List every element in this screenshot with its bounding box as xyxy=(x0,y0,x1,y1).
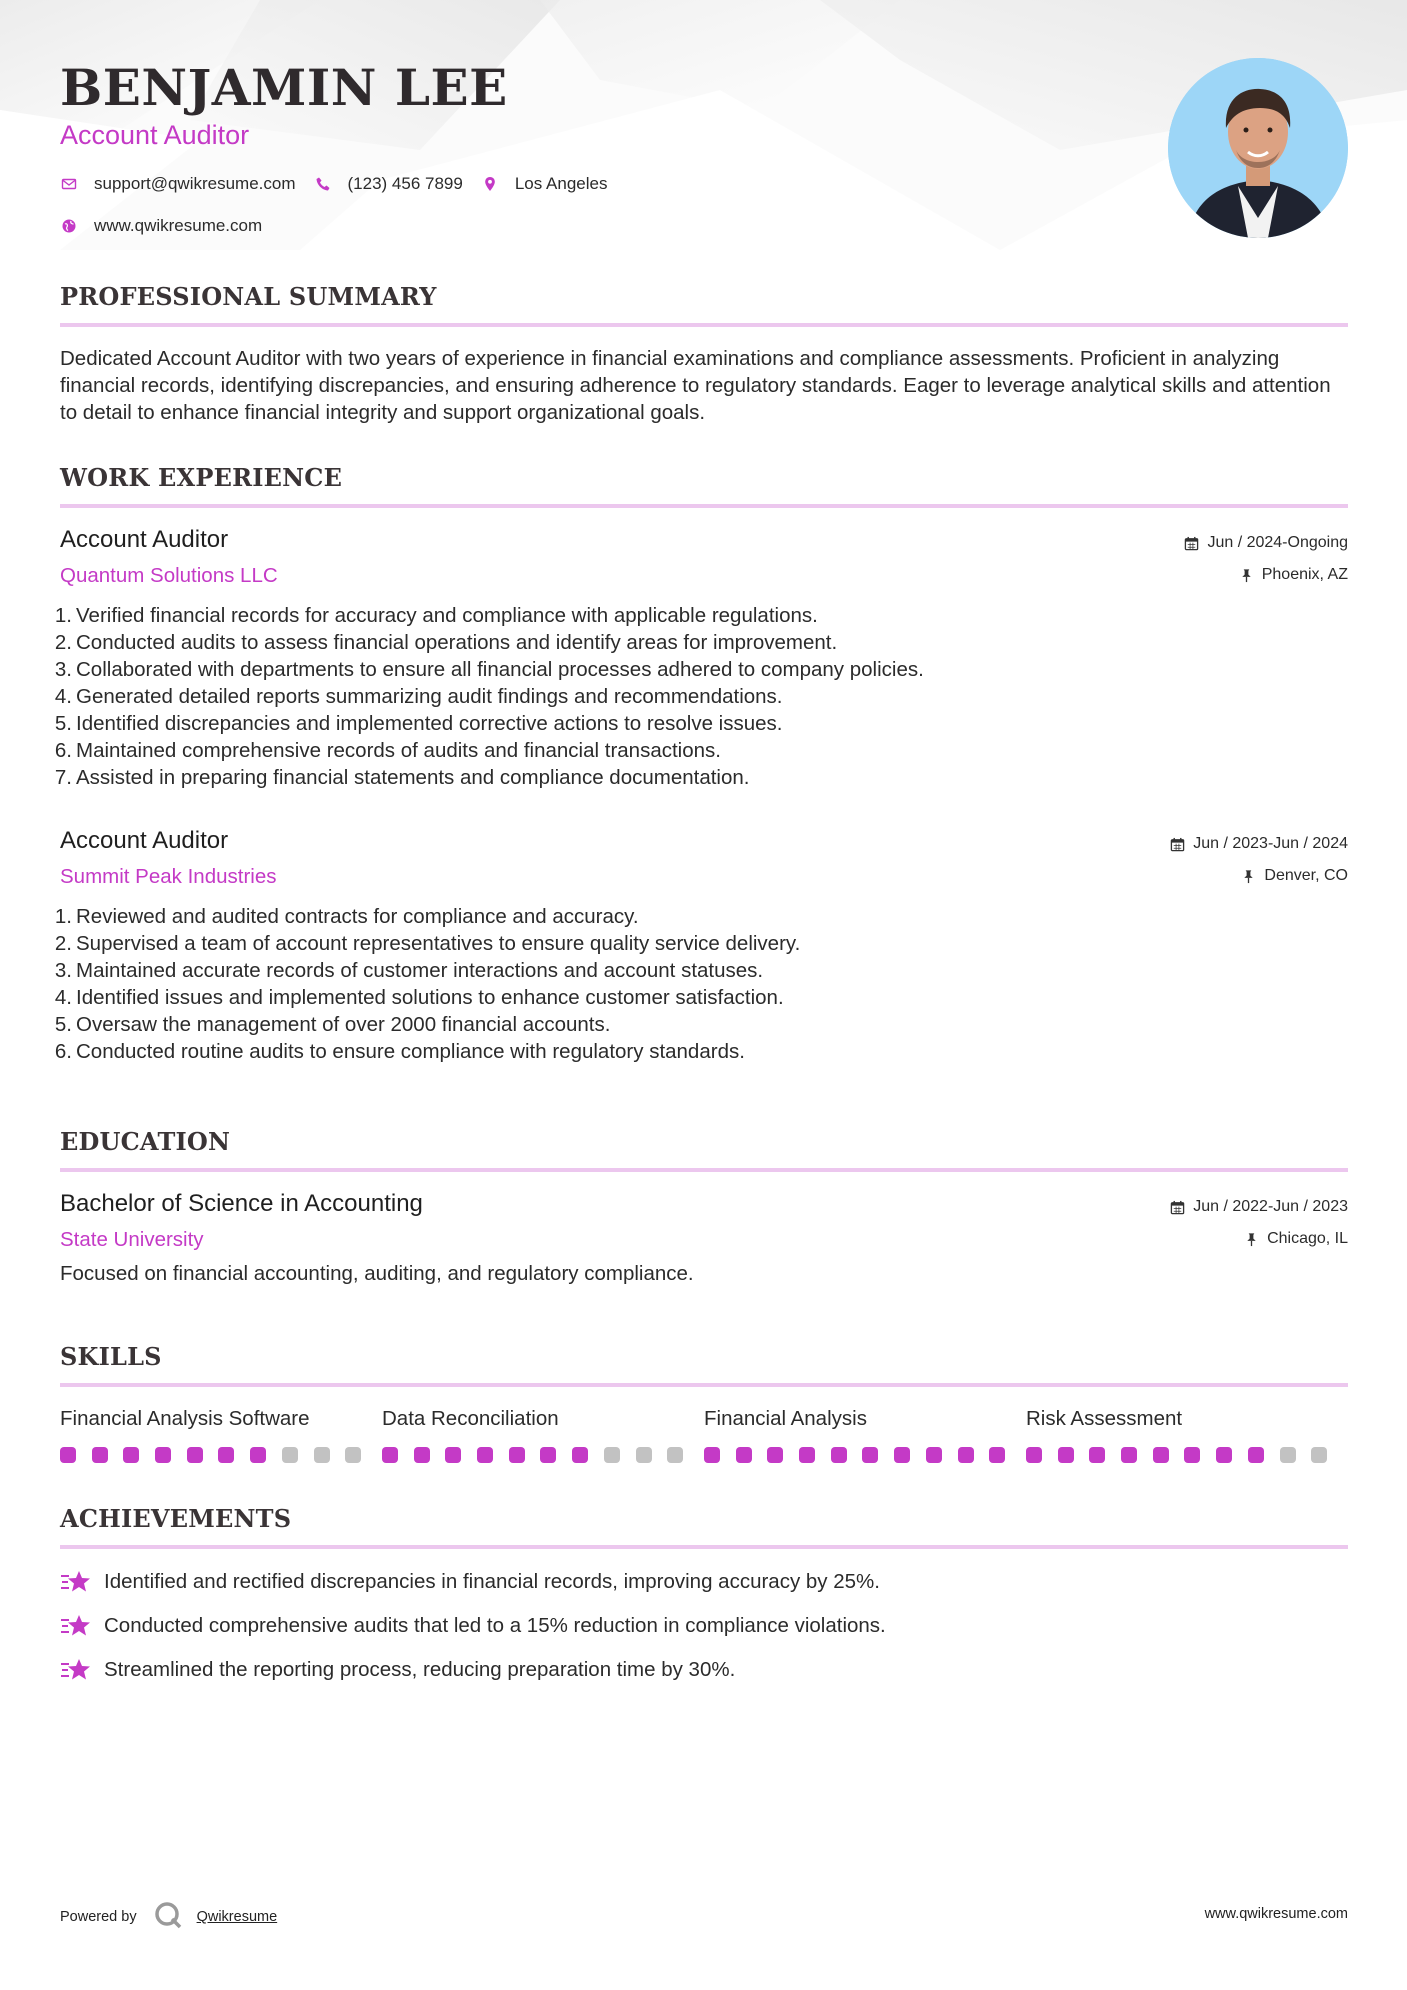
calendar-icon xyxy=(1170,837,1185,852)
rating-dot-filled xyxy=(958,1447,974,1463)
rating-dot-filled xyxy=(894,1447,910,1463)
skill-rating xyxy=(60,1447,382,1463)
job-meta xyxy=(1184,532,1348,596)
list-item: 2. Conducted audits to assess financial operations and identify areas for improvement. xyxy=(54,631,838,654)
achievement-item xyxy=(60,1567,1348,1597)
job-title: Account Auditor xyxy=(60,526,229,553)
profile-photo xyxy=(1168,58,1348,238)
list-item: 6. Conducted routine audits to ensure compliance with regulatory standards. xyxy=(54,1040,745,1063)
skill-name: Risk Assessment xyxy=(1026,1407,1183,1430)
rating-dot-filled xyxy=(60,1447,76,1463)
skill-item xyxy=(704,1407,1026,1463)
contact-phone[interactable] xyxy=(314,174,463,194)
rating-dot-filled xyxy=(187,1447,203,1463)
rating-dot-filled xyxy=(218,1447,234,1463)
rating-dot-empty xyxy=(314,1447,330,1463)
list-item: 5. Identified discrepancies and implemented corrective actions to resolve issues. xyxy=(54,712,783,735)
school-name: State University xyxy=(60,1228,204,1251)
education-section xyxy=(60,1127,1348,1286)
skills-section xyxy=(60,1342,1348,1463)
rating-dot-filled xyxy=(1058,1447,1074,1463)
education-meta xyxy=(1170,1196,1348,1260)
job-dates: Jun / 2023-Jun / 2024 xyxy=(1193,835,1348,852)
skill-rating xyxy=(704,1447,1026,1463)
list-item: 4. Generated detailed reports summarizing audit findings and recommendations. xyxy=(54,685,783,708)
rating-dot-filled xyxy=(155,1447,171,1463)
job-location: Denver, CO xyxy=(1264,867,1348,884)
education-description: Focused on financial accounting, auditing, and regulatory compliance. xyxy=(60,1262,694,1285)
list-item: 4. Identified issues and implemented solutions to enhance customer satisfaction. xyxy=(54,986,784,1009)
rating-dot-filled xyxy=(540,1447,556,1463)
rating-dot-filled xyxy=(445,1447,461,1463)
list-item: 1. Verified financial records for accuracy and compliance with applicable regulations. xyxy=(54,604,818,627)
footer-url[interactable]: www.qwikresume.com xyxy=(1204,1906,1348,1922)
rating-dot-filled xyxy=(509,1447,525,1463)
job-meta xyxy=(1170,833,1348,897)
rating-dot-empty xyxy=(667,1447,683,1463)
rating-dot-filled xyxy=(1121,1447,1137,1463)
powered-by-label: Powered by xyxy=(60,1909,137,1925)
rating-dot-filled xyxy=(1184,1447,1200,1463)
rating-dot-empty xyxy=(1311,1447,1327,1463)
achievement-item xyxy=(60,1655,1348,1685)
rating-dot-empty xyxy=(282,1447,298,1463)
website-text: www.qwikresume.com xyxy=(94,216,263,235)
skills-list xyxy=(60,1407,1348,1463)
list-item: 7. Assisted in preparing financial statements and compliance documentation. xyxy=(54,766,750,789)
rating-dot-filled xyxy=(382,1447,398,1463)
pushpin-icon xyxy=(1241,869,1256,884)
skill-item xyxy=(1026,1407,1348,1463)
job-company: Quantum Solutions LLC xyxy=(60,564,278,587)
job-location: Phoenix, AZ xyxy=(1261,566,1348,583)
education-dates: Jun / 2022-Jun / 2023 xyxy=(1193,1198,1348,1215)
summary-text: Dedicated Account Auditor with two years of experience in financial examinations and compliance assessments. Proficient in analyzing financial records, identifying discrepancies, and ensuring adherence to regulatory standards. Eager to leverage analytical skills and attention to detail to enhance financial integrity and support organizational goals. xyxy=(60,347,1331,424)
achievement-item xyxy=(60,1611,1348,1641)
skill-item xyxy=(382,1407,704,1463)
job-duties xyxy=(54,903,1348,1065)
job-entry xyxy=(54,827,1348,1065)
rating-dot-filled xyxy=(92,1447,108,1463)
section-divider xyxy=(60,1168,1348,1172)
rating-dot-filled xyxy=(989,1447,1005,1463)
contact-info xyxy=(60,172,625,256)
pushpin-icon xyxy=(1239,568,1254,583)
list-item: 1. Reviewed and audited contracts for compliance and accuracy. xyxy=(54,905,639,928)
page-footer xyxy=(60,1898,1348,1930)
job-dates: Jun / 2024-Ongoing xyxy=(1207,534,1348,551)
phone-text: (123) 456 7899 xyxy=(347,174,463,193)
email-text: support@qwikresume.com xyxy=(94,174,296,193)
summary-section xyxy=(60,282,1348,426)
job-duties xyxy=(54,602,1348,791)
map-pin-icon xyxy=(481,175,499,193)
section-title-skills: SKILLS xyxy=(60,1342,162,1371)
rating-dot-filled xyxy=(1248,1447,1264,1463)
job-entry xyxy=(54,526,1348,791)
list-item: 2. Supervised a team of account representatives to ensure quality service delivery. xyxy=(54,932,801,955)
calendar-icon xyxy=(1170,1200,1185,1215)
achievements-section xyxy=(60,1504,1348,1699)
candidate-role: Account Auditor xyxy=(60,120,250,150)
achievement-text: Streamlined the reporting process, reducing preparation time by 30%. xyxy=(104,1658,736,1681)
rating-dot-filled xyxy=(926,1447,942,1463)
list-item: 6. Maintained comprehensive records of audits and financial transactions. xyxy=(54,739,721,762)
rating-dot-filled xyxy=(1089,1447,1105,1463)
achievements-list xyxy=(60,1567,1348,1685)
list-item: 3. Maintained accurate records of customer interactions and account statuses. xyxy=(54,959,764,982)
star-icon xyxy=(60,1656,92,1684)
rating-dot-filled xyxy=(831,1447,847,1463)
rating-dot-filled xyxy=(1216,1447,1232,1463)
powered-by xyxy=(60,1904,277,1930)
section-title-education: EDUCATION xyxy=(60,1127,231,1156)
section-divider xyxy=(60,504,1348,508)
pushpin-icon xyxy=(1244,1232,1259,1247)
rating-dot-filled xyxy=(1153,1447,1169,1463)
section-divider xyxy=(60,1545,1348,1549)
section-divider xyxy=(60,1383,1348,1387)
rating-dot-filled xyxy=(1026,1447,1042,1463)
location-text: Los Angeles xyxy=(514,174,608,193)
rating-dot-empty xyxy=(1280,1447,1296,1463)
list-item: 5. Oversaw the management of over 2000 financial accounts. xyxy=(54,1013,611,1036)
skill-rating xyxy=(382,1447,704,1463)
skill-rating xyxy=(1026,1447,1348,1463)
rating-dot-filled xyxy=(704,1447,720,1463)
rating-dot-filled xyxy=(250,1447,266,1463)
job-title: Account Auditor xyxy=(60,827,229,854)
section-title-summary: PROFESSIONAL SUMMARY xyxy=(60,282,437,311)
list-item: 3. Collaborated with departments to ensure all financial processes adhered to company policies. xyxy=(54,658,924,681)
rating-dot-filled xyxy=(123,1447,139,1463)
star-icon xyxy=(60,1612,92,1640)
section-divider xyxy=(60,323,1348,327)
achievement-text: Conducted comprehensive audits that led to a 15% reduction in compliance violations. xyxy=(104,1614,886,1637)
star-icon xyxy=(60,1568,92,1596)
experience-section xyxy=(54,463,1348,1065)
qwikresume-logo-icon xyxy=(153,1900,183,1930)
envelope-icon xyxy=(60,175,78,193)
education-location: Chicago, IL xyxy=(1267,1230,1348,1247)
globe-icon xyxy=(60,217,78,235)
skill-name: Data Reconciliation xyxy=(382,1407,559,1430)
rating-dot-empty xyxy=(345,1447,361,1463)
rating-dot-filled xyxy=(572,1447,588,1463)
degree-title: Bachelor of Science in Accounting xyxy=(60,1190,423,1217)
contact-location xyxy=(481,174,608,194)
phone-icon xyxy=(314,175,332,193)
calendar-icon xyxy=(1184,536,1199,551)
contact-email[interactable] xyxy=(60,174,296,194)
rating-dot-filled xyxy=(799,1447,815,1463)
skill-item xyxy=(60,1407,382,1463)
contact-website[interactable] xyxy=(60,216,262,236)
job-company: Summit Peak Industries xyxy=(60,865,277,888)
brand-link[interactable]: Qwikresume xyxy=(196,1909,278,1925)
candidate-name: BENJAMIN LEE xyxy=(60,58,508,117)
rating-dot-empty xyxy=(604,1447,620,1463)
section-title-experience: WORK EXPERIENCE xyxy=(60,463,343,492)
rating-dot-filled xyxy=(767,1447,783,1463)
skill-name: Financial Analysis xyxy=(704,1407,867,1430)
rating-dot-empty xyxy=(636,1447,652,1463)
rating-dot-filled xyxy=(414,1447,430,1463)
rating-dot-filled xyxy=(736,1447,752,1463)
education-entry xyxy=(60,1190,1348,1286)
rating-dot-filled xyxy=(477,1447,493,1463)
section-title-achievements: ACHIEVEMENTS xyxy=(60,1504,292,1533)
rating-dot-filled xyxy=(862,1447,878,1463)
achievement-text: Identified and rectified discrepancies in financial records, improving accuracy by 25%. xyxy=(104,1570,880,1593)
skill-name: Financial Analysis Software xyxy=(60,1407,310,1430)
